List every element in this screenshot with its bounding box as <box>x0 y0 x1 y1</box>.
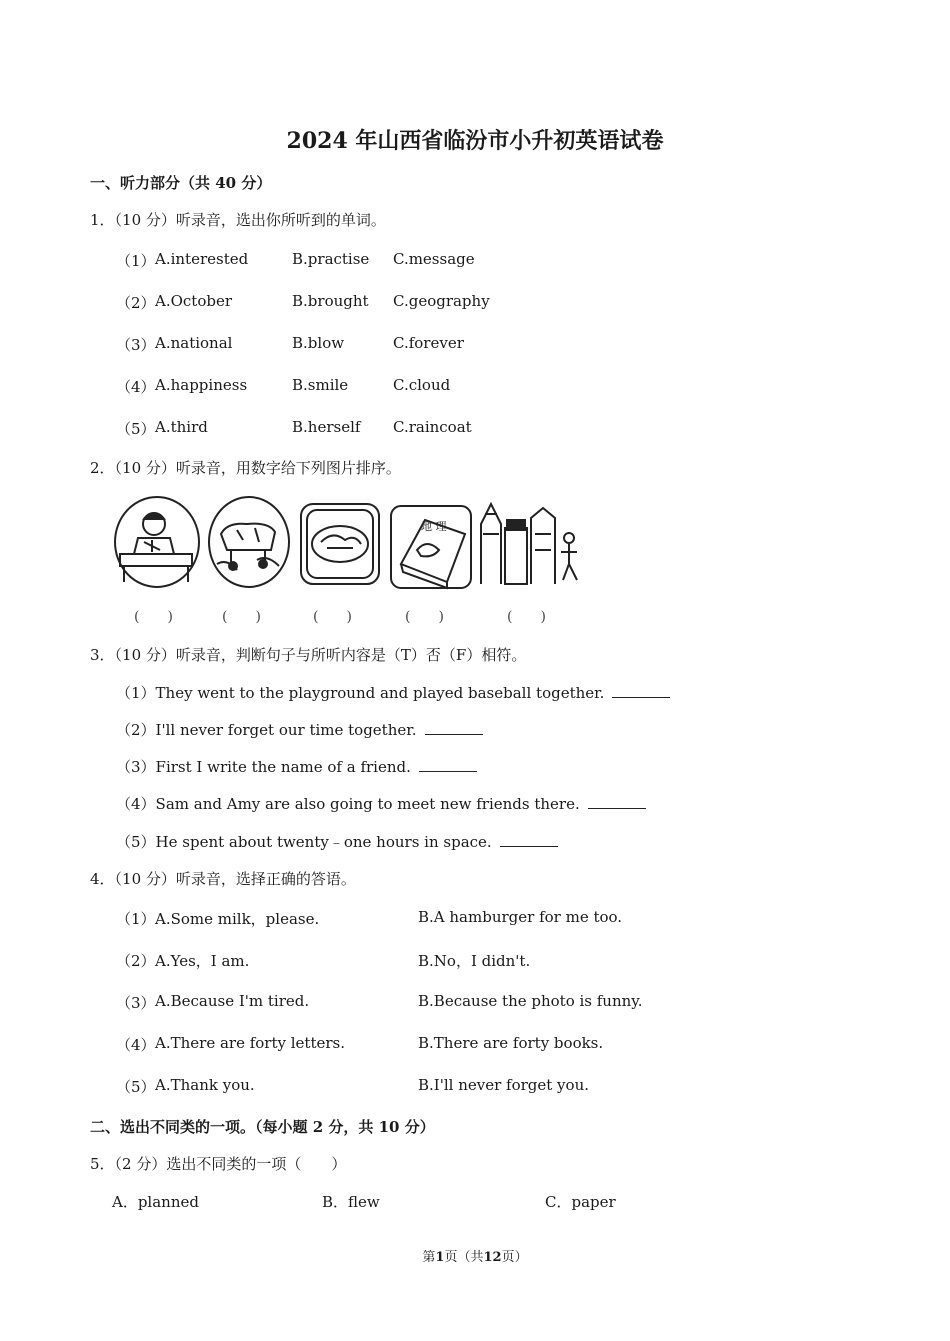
plate-picture <box>301 504 379 584</box>
q1-option-c: C.geography <box>393 292 490 310</box>
q1-item-number: （1） <box>116 252 156 270</box>
q4-item-number: （3） <box>116 994 156 1012</box>
q1-item-number: （5） <box>116 420 156 438</box>
q1-option-a: A.third <box>155 418 208 436</box>
q3-item <box>116 831 558 852</box>
q1-option-b: B.herself <box>292 418 361 436</box>
q4-option-b: B.I'll never forget you. <box>418 1076 589 1094</box>
q1-option-b: B.smile <box>292 376 349 394</box>
q2-pictures <box>112 494 587 594</box>
answer-blank[interactable]: ( ) <box>313 609 352 625</box>
q3-item-text: Sam and Amy are also going to meet new friends there. <box>155 795 580 813</box>
q4-item-number: （1） <box>116 910 156 928</box>
page-title: 2024 年山西省临汾市小升初英语试卷 <box>286 128 664 154</box>
street-scene-picture <box>481 504 577 584</box>
q4-option-b: B.Because the photo is funny. <box>418 992 643 1010</box>
q4-item-number: （2） <box>116 952 156 970</box>
page-number: 1 <box>435 1250 445 1265</box>
q1-option-c: C.message <box>393 250 475 268</box>
page-total: 12 <box>483 1250 502 1265</box>
q4-option-a: A.Some milk，please. <box>155 910 320 928</box>
answer-blank[interactable] <box>425 720 483 735</box>
q3-item-text: He spent about twenty﹣one hours in space. <box>155 833 492 851</box>
q3-item <box>116 682 670 703</box>
q3-item-number: （5） <box>116 833 156 851</box>
q4-option-a: A.Thank you. <box>155 1076 255 1094</box>
q4-option-b: B.A hamburger for me too. <box>418 908 623 926</box>
q5-stem: 5．（2 分）选出不同类的一项（ ） <box>90 1155 347 1173</box>
q1-option-a: A.October <box>155 292 233 310</box>
section1-heading: 一、听力部分（共 40 分） <box>90 174 272 192</box>
q4-option-a: A.There are forty letters. <box>155 1034 345 1052</box>
answer-blank[interactable] <box>419 757 477 772</box>
footer-suffix: 页） <box>501 1250 528 1265</box>
answer-blank[interactable] <box>500 832 558 847</box>
page-footer <box>0 1246 950 1265</box>
section2-heading: 二、选出不同类的一项。（每小题 2 分，共 10 分） <box>90 1118 435 1136</box>
footer-middle: 页（共 <box>444 1250 484 1265</box>
answer-blank[interactable]: ( ) <box>134 609 173 625</box>
q1-item-number: （3） <box>116 336 156 354</box>
q4-option-b: B.There are forty books. <box>418 1034 604 1052</box>
q3-item-number: （4） <box>116 795 156 813</box>
q1-option-a: A.happiness <box>155 376 248 394</box>
book-label: 地 理 <box>421 520 447 533</box>
answer-blank[interactable]: ( ) <box>405 609 444 625</box>
q1-option-b: B.blow <box>292 334 345 352</box>
q3-item-text: I'll never forget our time together. <box>155 721 417 739</box>
q1-option-c: C.forever <box>393 334 464 352</box>
q1-item-number: （4） <box>116 378 156 396</box>
q4-item-number: （5） <box>116 1078 156 1096</box>
answer-blank[interactable] <box>612 683 670 698</box>
q3-stem: 3．（10 分）听录音，判断句子与所听内容是（T）否（F）相符。 <box>90 646 527 664</box>
q3-item-number: （1） <box>116 684 156 702</box>
q4-stem: 4．（10 分）听录音，选择正确的答语。 <box>90 870 356 888</box>
q4-option-b: B.No，I didn't. <box>418 952 531 970</box>
q2-stem: 2．（10 分）听录音，用数字给下列图片排序。 <box>90 459 401 477</box>
q3-item-text: First I write the name of a friend. <box>155 758 411 776</box>
q5-option-c: C．paper <box>545 1193 616 1211</box>
q3-item-number: （3） <box>116 758 156 776</box>
q1-option-c: C.cloud <box>393 376 451 394</box>
q1-option-a: A.interested <box>155 250 249 268</box>
answer-blank[interactable]: ( ) <box>507 609 546 625</box>
answer-blank[interactable] <box>588 794 646 809</box>
q1-option-b: B.practise <box>292 250 370 268</box>
q4-item-number: （4） <box>116 1036 156 1054</box>
q1-stem: 1．（10 分）听录音，选出你所听到的单词。 <box>90 211 386 229</box>
q3-item-number: （2） <box>116 721 156 739</box>
q3-item-text: They went to the playground and played baseball together. <box>155 684 605 702</box>
q3-item <box>116 719 483 740</box>
footer-prefix: 第 <box>422 1250 436 1265</box>
q5-option-b: B．flew <box>322 1193 380 1211</box>
q1-option-a: A.national <box>155 334 233 352</box>
answer-blank[interactable]: ( ) <box>222 609 261 625</box>
q2-pictures-svg <box>112 494 587 594</box>
q3-item <box>116 793 646 814</box>
q4-option-a: A.Because I'm tired. <box>155 992 310 1010</box>
q5-option-a: A．planned <box>112 1193 199 1211</box>
geography-book-picture <box>391 506 471 588</box>
q4-option-a: A.Yes，I am. <box>155 952 250 970</box>
q1-option-c: C.raincoat <box>393 418 472 436</box>
q1-item-number: （2） <box>116 294 156 312</box>
q1-option-b: B.brought <box>292 292 369 310</box>
boy-reading-picture <box>115 497 199 587</box>
q3-item <box>116 756 477 777</box>
cow-and-people-picture <box>209 497 289 587</box>
